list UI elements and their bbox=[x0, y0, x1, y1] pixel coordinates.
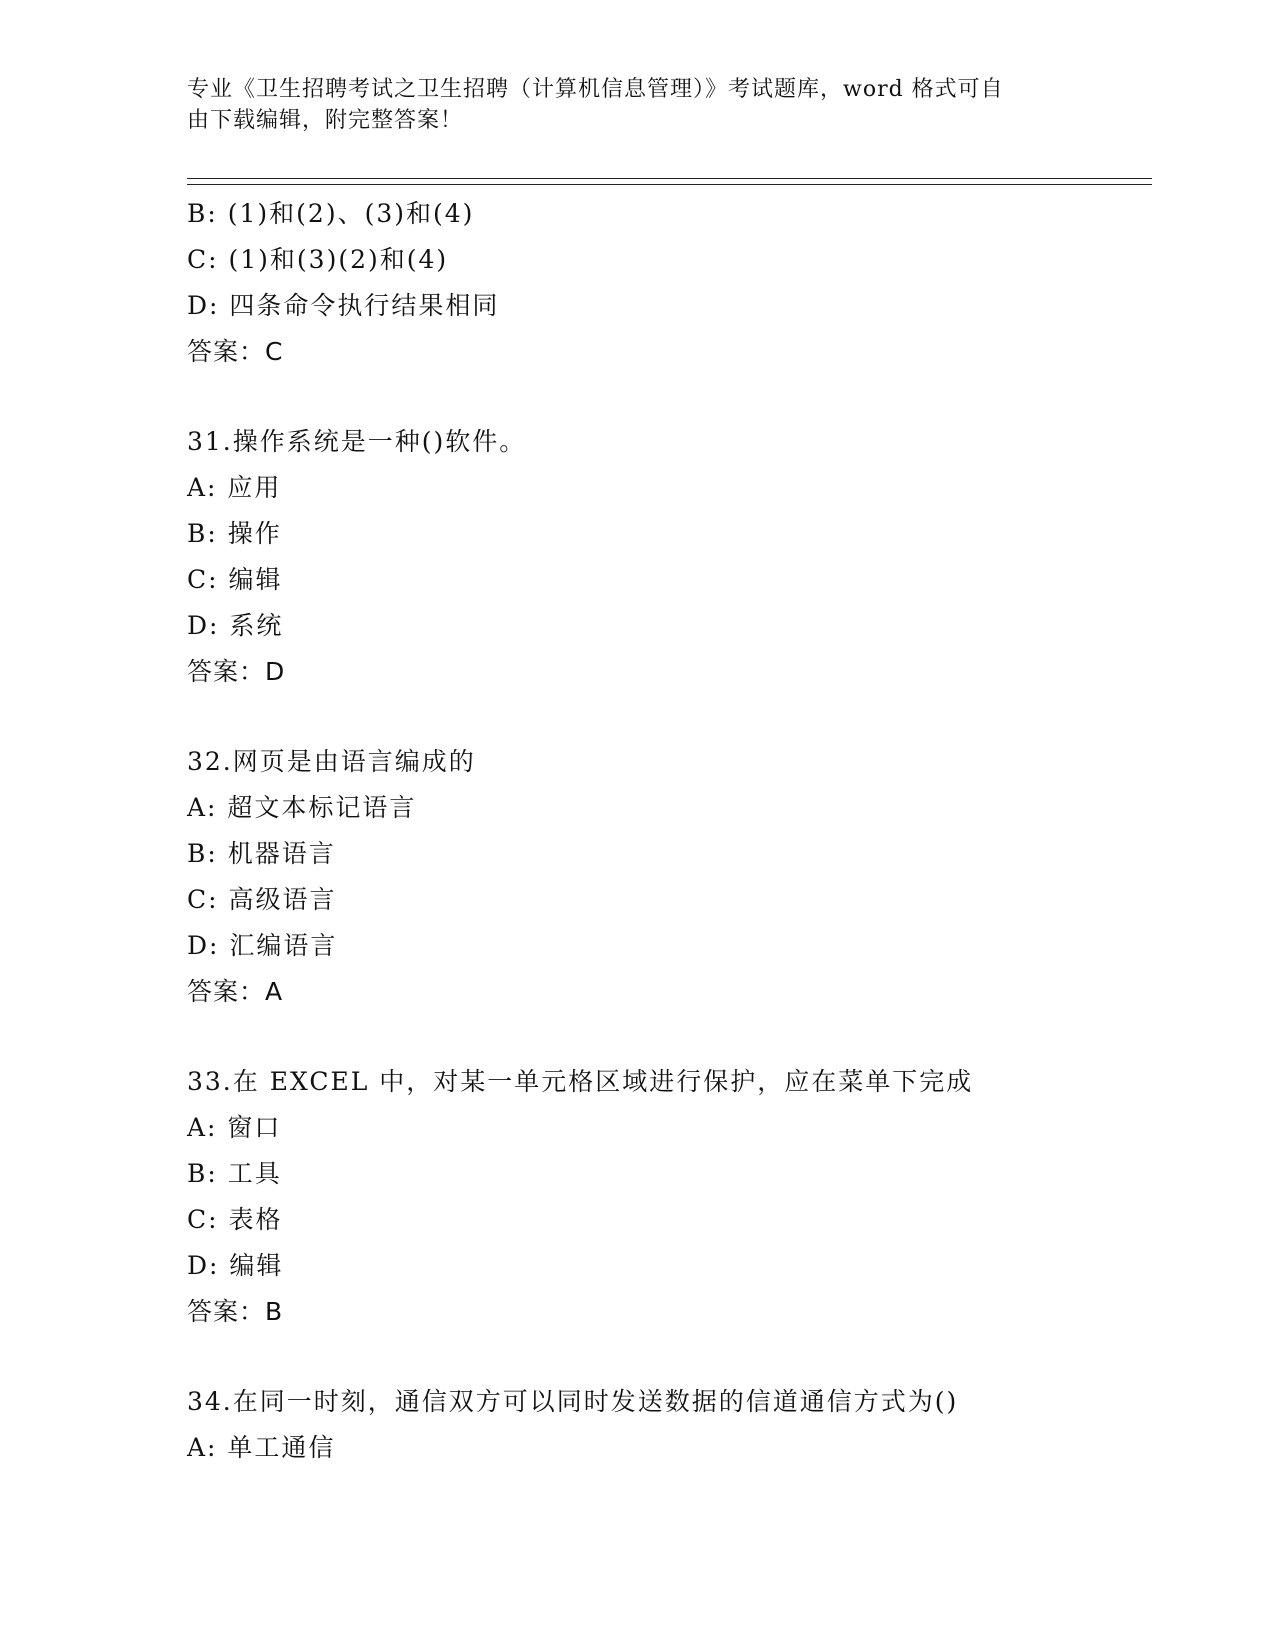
header-rule-top bbox=[187, 178, 1152, 179]
answer-line: 答案：D bbox=[187, 657, 286, 686]
question-block-31 bbox=[187, 419, 1147, 695]
question-stem: 31.操作系统是一种()软件。 bbox=[187, 427, 527, 456]
question-block-34 bbox=[187, 1379, 1147, 1471]
option-a: A: 窗口 bbox=[187, 1113, 282, 1142]
header-line-1: 专业《卫生招聘考试之卫生招聘（计算机信息管理）》考试题库，word 格式可自 bbox=[187, 77, 1004, 102]
option-a: A: 单工通信 bbox=[187, 1433, 336, 1462]
answer-line: 答案：A bbox=[187, 977, 284, 1006]
option-c: C: 高级语言 bbox=[187, 885, 337, 914]
option-d: D: 编辑 bbox=[187, 1251, 284, 1280]
document-header bbox=[187, 74, 1067, 136]
answer-line: 答案：B bbox=[187, 1297, 284, 1326]
option-b: B: 操作 bbox=[187, 519, 282, 548]
question-block-33 bbox=[187, 1059, 1147, 1335]
option-d: D: 四条命令执行结果相同 bbox=[187, 291, 500, 320]
question-list bbox=[187, 191, 1147, 1471]
option-c: C: 编辑 bbox=[187, 565, 283, 594]
question-stem: 32.网页是由语言编成的 bbox=[187, 747, 476, 776]
option-c: C: 表格 bbox=[187, 1205, 283, 1234]
option-a: A: 超文本标记语言 bbox=[187, 793, 417, 822]
question-block-30 bbox=[187, 191, 1147, 375]
header-line-2: 由下载编辑，附完整答案！ bbox=[187, 108, 464, 133]
option-b: B: 工具 bbox=[187, 1159, 282, 1188]
question-stem: 33.在 EXCEL 中，对某一单元格区域进行保护，应在菜单下完成 bbox=[187, 1067, 974, 1096]
option-a: A: 应用 bbox=[187, 473, 282, 502]
option-c: C: (1)和(3)(2)和(4) bbox=[187, 245, 449, 274]
question-block-32 bbox=[187, 739, 1147, 1015]
option-d: D: 汇编语言 bbox=[187, 931, 338, 960]
option-b: B: (1)和(2)、(3)和(4) bbox=[187, 199, 475, 228]
question-stem: 34.在同一时刻，通信双方可以同时发送数据的信道通信方式为() bbox=[187, 1387, 959, 1416]
answer-line: 答案：C bbox=[187, 337, 284, 366]
option-b: B: 机器语言 bbox=[187, 839, 336, 868]
option-d: D: 系统 bbox=[187, 611, 284, 640]
header-rule-bottom bbox=[187, 184, 1152, 185]
